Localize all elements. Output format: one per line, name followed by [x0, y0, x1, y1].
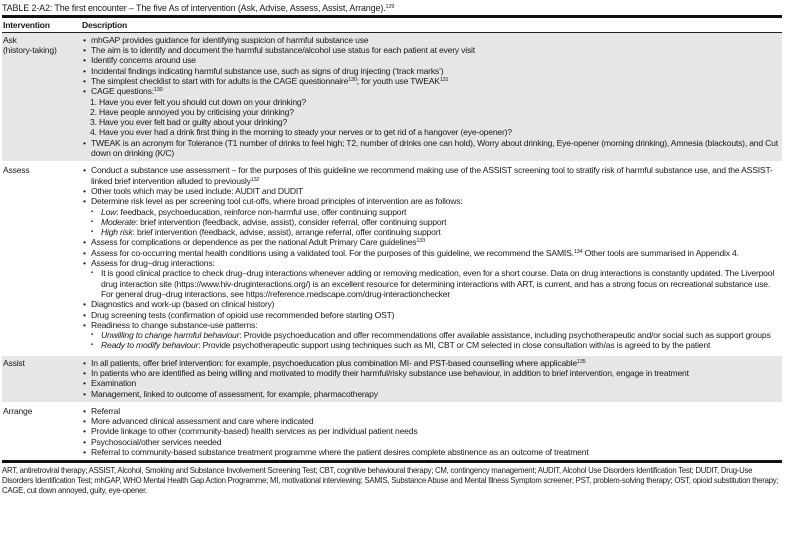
- item-text: Referral: [91, 405, 120, 416]
- item-text: In patients who are identified as being willing and motivated to modify their harmful/risky substance use behaviour, in addition to brief intervention, engage in treatment: [91, 368, 689, 378]
- bullet-item: [82, 320, 780, 330]
- bullet-item: [82, 196, 780, 206]
- intervention-label: Arrange: [3, 405, 33, 416]
- intervention-cell: [2, 403, 81, 460]
- header-row: [2, 18, 782, 32]
- item-text: More advanced clinical assessment and care where indicated: [91, 416, 314, 427]
- description-cell: [81, 355, 782, 403]
- item-text: Conduct a substance use assessment – for the purposes of this guideline we recommend making use of the ASSIST screening tool to stratify risk of harmful substance use, and the ASSIST-linked brief intervention alluded to previously: [91, 165, 773, 186]
- item-text: Provide linkage to other (community-based) health services as per individual patient needs: [91, 426, 418, 437]
- bullet-item: [82, 258, 780, 268]
- item-text: 1. Have you ever felt you should cut down on your drinking?: [90, 96, 307, 107]
- reference-number: 133: [416, 238, 425, 245]
- item-text: : brief intervention (feedback, advise, assist), consider referral, offer continuing support: [135, 216, 447, 227]
- table-footnote: ART, antiretroviral therapy; ASSIST, Alcohol, Smoking and Substance Involvement Screening Test; CBT, cognitive behavioural therapy; CM, contingency management; AUDIT, Alcohol Use Disorders Identification Test; DUDIT, Drug-Use Disorders Identification Test; mhGAP, WHO Mental Health Gap Action Programme; MI, motivational interviewing; SAMIS, Substance Abuse and Mental Illness Symptom screener; PST, problem-solving therapy; OST, opioid substitution therapy; CAGE, cut down annoyed, guity, eye-opener.: [2, 465, 779, 495]
- numbered-question: [82, 107, 780, 117]
- item-text: Assess for co-occurring mental health conditions using a validated tool. For the purposes of this guideline, we recommend the SAMIS.: [91, 247, 574, 258]
- reference-number: 135: [576, 358, 586, 365]
- bullet-item: [82, 378, 780, 388]
- item-text: TWEAK is an acronym for Tolerance (T1 number of drinks to feel high; T2, number of drinks one can hold), Worry about drinking, Eye-opener (morning drinking), Amnesia (blackouts), and Cut down on drinking (K/C): [91, 137, 778, 159]
- sub-bullet-item: [82, 340, 780, 350]
- reference-number: 130: [348, 76, 357, 83]
- item-text: Readiness to change substance-use patterns:: [91, 319, 258, 330]
- emphasis-text: Unwilling to change harmful behaviour: [101, 330, 240, 341]
- header-intervention: Intervention: [3, 19, 50, 30]
- item-text: Management, linked to outcome of assessment, for example, pharmacotherapy: [91, 388, 378, 399]
- emphasis-text: Low: [101, 206, 117, 217]
- item-text: Identify concerns around use: [91, 55, 196, 66]
- bullet-item: [82, 45, 780, 55]
- item-text: The simplest checklist to start with for adults is the CAGE questionnaire: [91, 75, 349, 86]
- intervention-cell: [2, 33, 81, 163]
- reference-number: 130: [153, 87, 163, 94]
- bullet-item: [82, 358, 780, 368]
- item-text: 2. Have people annoyed you by criticising your drinking?: [90, 106, 294, 117]
- intervention-label: Assess: [3, 165, 30, 176]
- emphasis-text: Moderate: [101, 216, 136, 227]
- description-cell: [81, 403, 782, 460]
- item-text: Other tools which may be used include: AUDIT and DUDIT: [91, 185, 304, 196]
- intervention-sublabel: (history-taking): [3, 45, 57, 56]
- bullet-item: [82, 76, 780, 86]
- bullet-item: [82, 55, 780, 65]
- sub-bullet-item: [82, 227, 780, 237]
- item-text: Psychosocial/other services needed: [91, 436, 222, 447]
- bullet-item: [82, 186, 780, 196]
- item-text: The aim is to identify and document the harmful substance/alcohol use status for each patient at every visit: [91, 45, 475, 56]
- description-cell: [81, 33, 782, 163]
- bullet-item: [82, 66, 780, 76]
- item-text: : feedback, psychoeducation, reinforce non-harmful use, offer continuing support: [116, 206, 407, 217]
- bullet-item: [82, 447, 780, 457]
- bullet-item: [82, 86, 780, 96]
- sub-bullet-item: [82, 207, 780, 217]
- item-text: 4. Have you ever had a drink first thing in the morning to steady your nerves or to get rid of a hangover (eye-opener)?: [90, 127, 512, 138]
- bullet-item: [82, 248, 780, 258]
- bullet-item: [82, 416, 780, 426]
- bullet-item: [82, 310, 780, 320]
- item-text: Assess for complications or dependence as per the national Adult Primary Care guidelines: [91, 237, 417, 248]
- item-text: : brief intervention (feedback, advise, assist), arrange referral, offer continuing support: [132, 227, 441, 238]
- bottom-rule: [2, 460, 782, 463]
- item-text: Examination: [91, 378, 137, 389]
- table-row-assess: [2, 162, 782, 354]
- item-text: In all patients, offer brief intervention: for example, psychoeducation plus combination MI- and PST-based counselling where applicable: [91, 357, 577, 368]
- numbered-question: [82, 97, 780, 107]
- intervention-label: Assist: [3, 357, 25, 368]
- item-text: It is good clinical practice to check drug–drug interactions whenever adding or removing medication, even for a short course. Data on drug interactions is constantly updated. The Liverpool drug interaction site (https://www.hiv-druginteractions.org/) is an excellent resource for determining interactions with ART, is current, and has a strong focus on recreational substance use. For general drug–drug interactions, see https://reference.medscape.com/drug-interactionchecker: [101, 268, 775, 299]
- bullet-item: [82, 237, 780, 247]
- table-title-text: TABLE 2-A2: The first encounter – The five As of intervention (Ask, Advise, Assess, Assist, Arrange).: [2, 3, 386, 13]
- table-row-ask: [2, 33, 782, 163]
- item-text: Incidental findings indicating harmful substance use, such as signs of drug injecting (‘track marks’): [91, 65, 444, 76]
- bullet-item: [82, 138, 780, 159]
- sub-bullet-item: [82, 268, 780, 299]
- item-text: mhGAP provides guidance for identifying suspicion of harmful substance use: [91, 34, 369, 45]
- numbered-question: [82, 117, 780, 127]
- reference-number: 131: [439, 76, 449, 83]
- table-row-assist: [2, 355, 782, 403]
- title-reference: 129: [385, 4, 395, 10]
- bullet-item: [82, 165, 780, 186]
- bullet-item: [82, 35, 780, 45]
- item-text: CAGE questions:: [91, 86, 154, 97]
- item-text: Diagnostics and work-up (based on clinical history): [91, 299, 275, 310]
- intervention-cell: [2, 355, 81, 403]
- item-text: : Provide psychoeducation and offer recommendations offer available assistance, including psychotherapeutic and/or social such as support groups: [239, 330, 771, 341]
- reference-number: 134: [573, 248, 583, 255]
- bullet-item: [82, 426, 780, 436]
- item-text: Assess for drug–drug interactions:: [91, 258, 215, 269]
- table-row-arrange: [2, 403, 782, 460]
- item-text: ; for youth use TWEAK: [356, 75, 440, 86]
- bullet-item: [82, 368, 780, 378]
- item-text: Drug screening tests (confirmation of opioid use recommended before starting OST): [91, 309, 395, 320]
- item-text: Determine risk level as per screening tool cut-offs, where broad principles of intervention are as follows:: [91, 196, 463, 207]
- intervention-label: Ask: [3, 34, 17, 45]
- description-cell: [81, 162, 782, 354]
- emphasis-text: High risk: [101, 227, 133, 238]
- header-description: Description: [82, 19, 128, 30]
- item-text: Other tools are summarised in Appendix 4.: [582, 247, 739, 258]
- table-title: [2, 3, 782, 15]
- item-text: : Provide psychotherapeutic support using techniques such as MI, CBT or CM selected in close consultation with/as is agreed to by the patient: [198, 340, 711, 351]
- interventions-table: [2, 18, 782, 461]
- bullet-item: [82, 406, 780, 416]
- intervention-cell: [2, 162, 81, 354]
- sub-bullet-item: [82, 330, 780, 340]
- emphasis-text: Ready to modify behaviour: [101, 340, 199, 351]
- bullet-item: [82, 389, 780, 399]
- sub-bullet-item: [82, 217, 780, 227]
- reference-number: 132: [250, 176, 260, 183]
- bullet-item: [82, 299, 780, 309]
- item-text: 3. Have you ever felt bad or guilty about your drinking?: [90, 117, 288, 128]
- item-text: Referral to community-based substance treatment programme where the patient desires complete abstinence as an outcome of treatment: [91, 447, 589, 458]
- bullet-item: [82, 437, 780, 447]
- numbered-question: [82, 127, 780, 137]
